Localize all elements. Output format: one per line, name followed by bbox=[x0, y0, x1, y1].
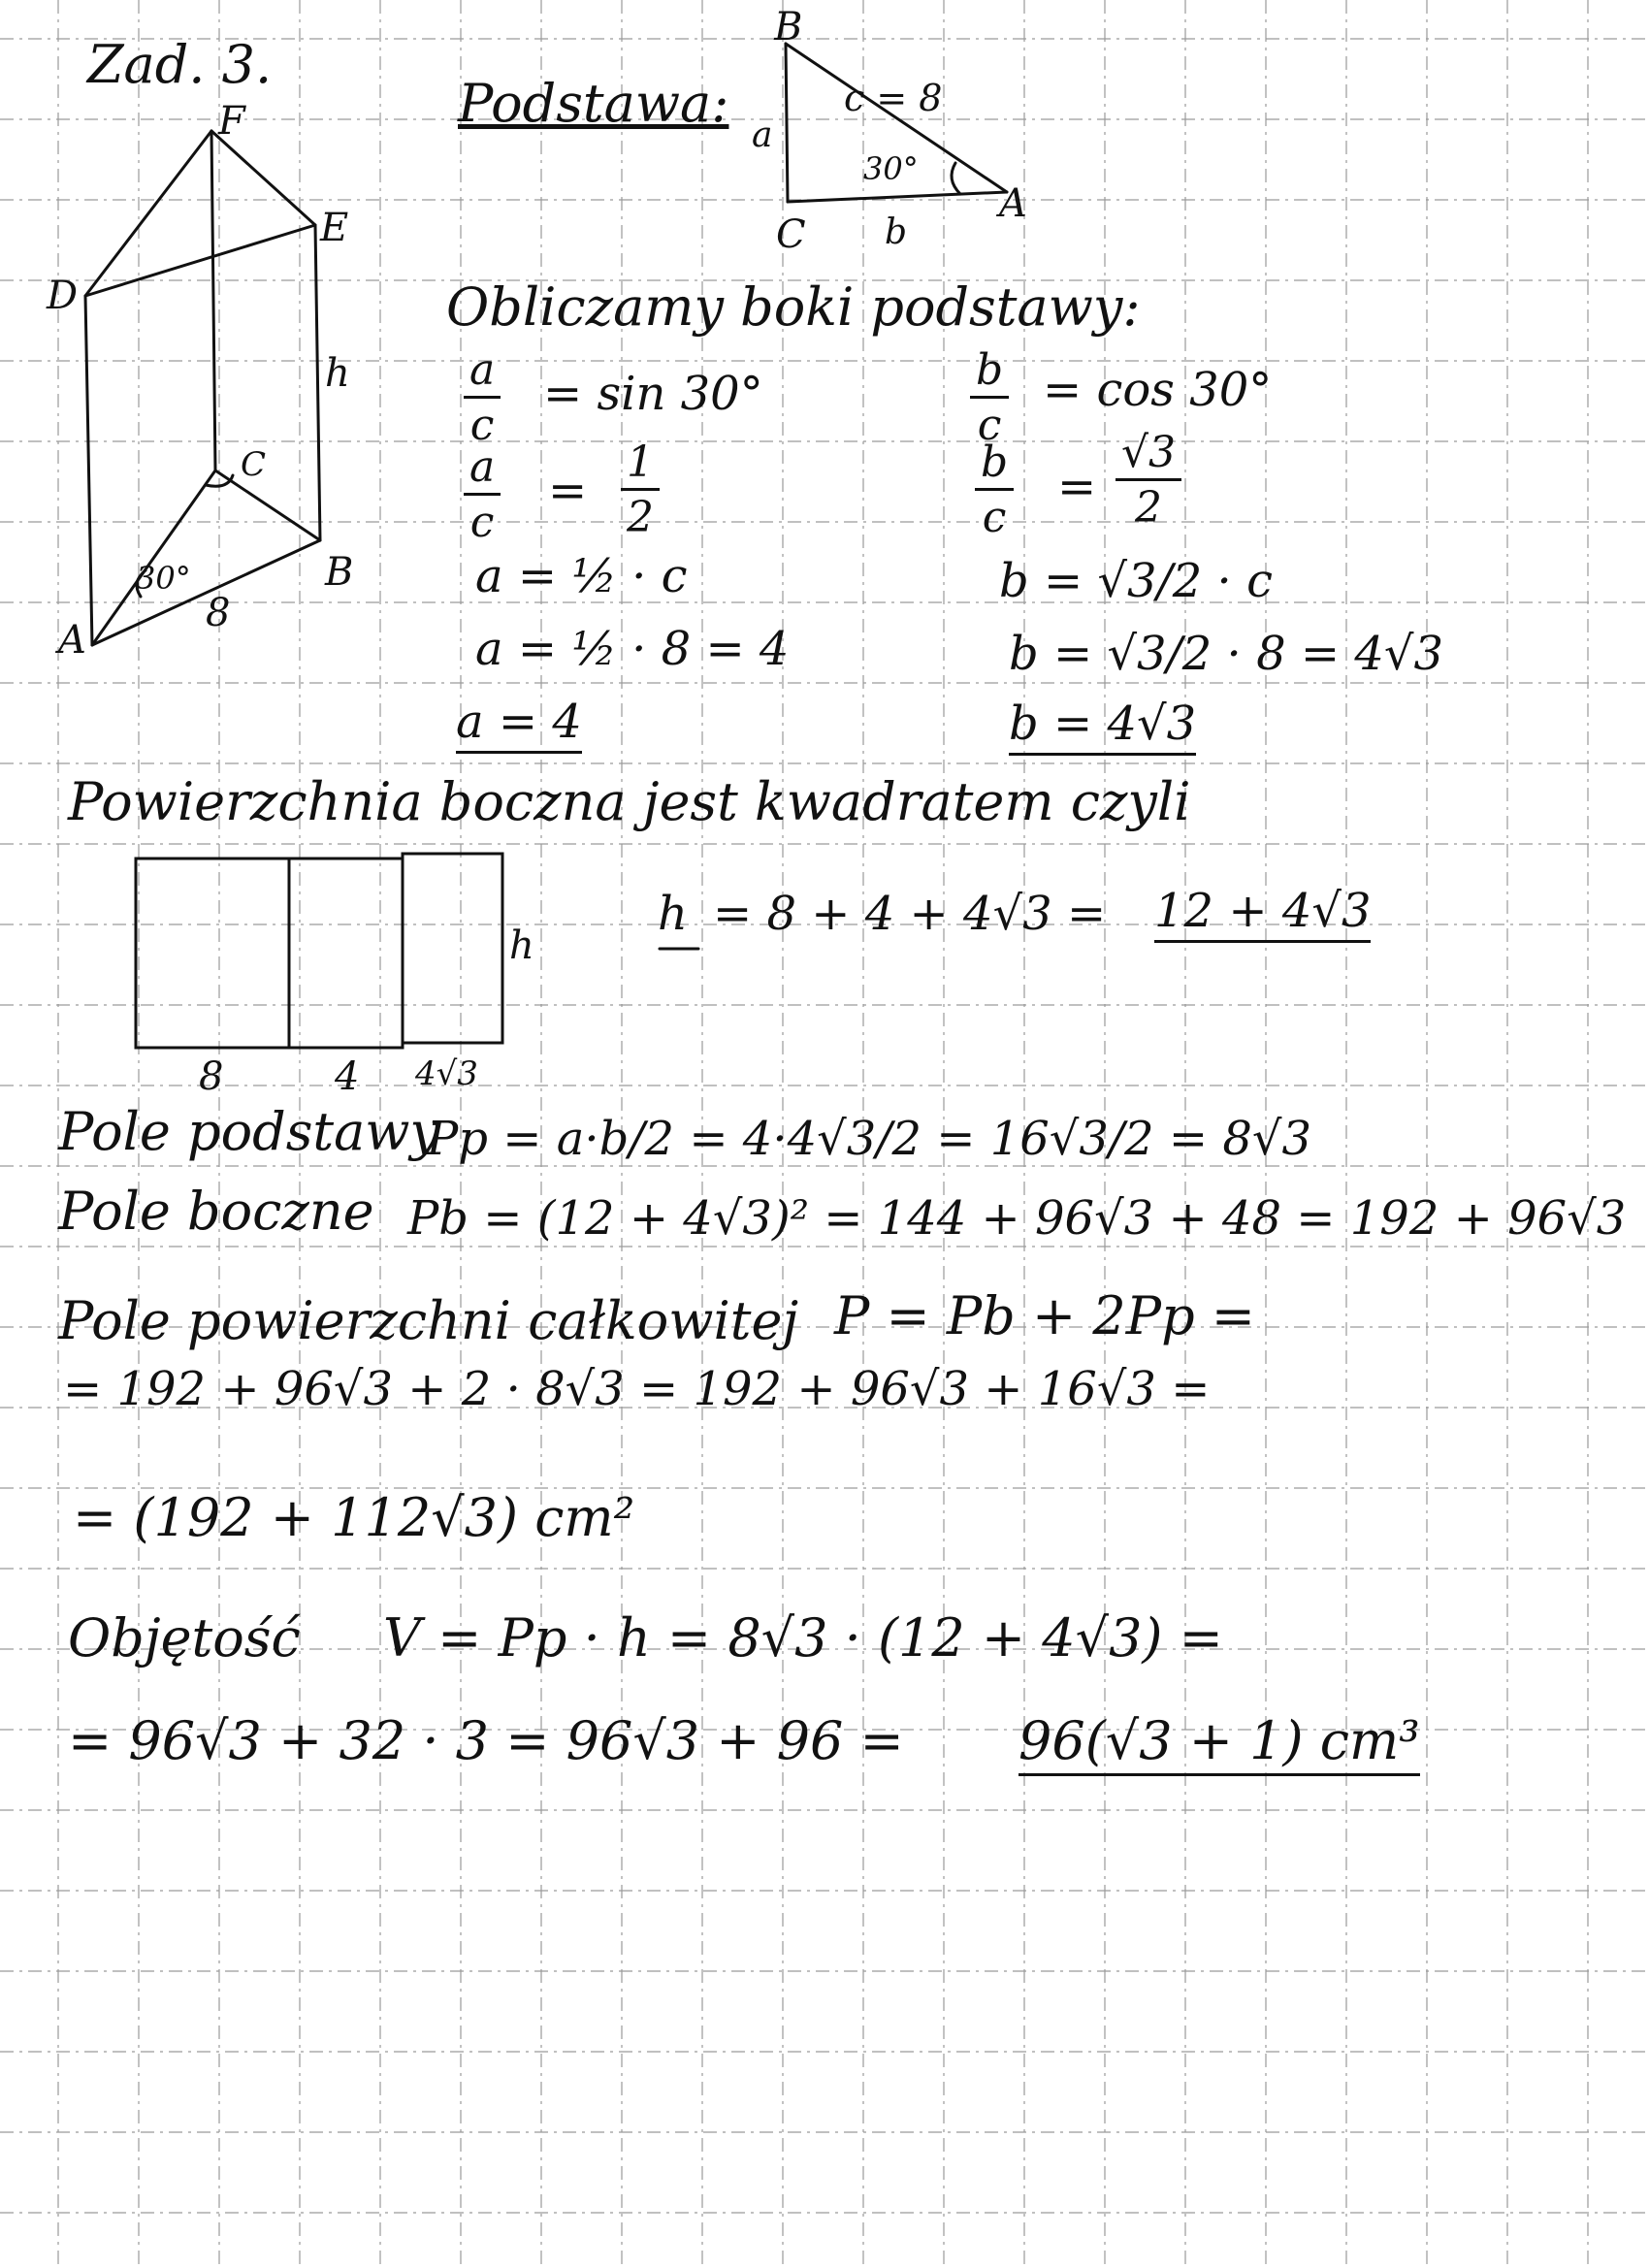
pole-podstawy-expr: Pp = a·b/2 = 4·4√3/2 = 16√3/2 = 8√3 bbox=[427, 1112, 1312, 1166]
prism-label-h: h bbox=[325, 351, 350, 396]
triangle-label-b-vertex: B bbox=[774, 5, 803, 49]
left-frac-1 bbox=[464, 345, 501, 450]
net-label-4sqrt3: 4√3 bbox=[415, 1054, 478, 1093]
left-frac-2-rhs bbox=[621, 437, 660, 542]
lateral-heading: Powierzchnia boczna jest kwadratem czyli bbox=[68, 771, 1191, 832]
h-eq-mid: = 8 + 4 + 4√3 = bbox=[713, 887, 1107, 941]
net-label-8: 8 bbox=[199, 1054, 224, 1099]
base-label: Podstawa: bbox=[458, 73, 729, 134]
prism-label-a: A bbox=[58, 618, 86, 663]
compute-heading: Obliczamy boki podstawy: bbox=[446, 276, 1141, 338]
right-line-1-rhs: = cos 30° bbox=[1043, 363, 1273, 417]
prism-label-b: B bbox=[325, 550, 354, 595]
left-frac-2-eq: = bbox=[548, 464, 588, 518]
prism-drawing bbox=[85, 131, 320, 645]
left-frac-1-num: a bbox=[464, 349, 501, 399]
task-title: Zad. 3. bbox=[87, 34, 273, 95]
prism-label-c: C bbox=[241, 445, 267, 484]
left-line-4: a = ½ · 8 = 4 bbox=[475, 622, 790, 676]
left-frac-1-den: c bbox=[469, 401, 495, 450]
pole-calkowite-line1: P = Pb + 2Pp = bbox=[834, 1285, 1256, 1346]
left-line-1-rhs: = sin 30° bbox=[543, 367, 763, 421]
pole-calkowite-line2: = 192 + 96√3 + 2 · 8√3 = 192 + 96√3 + 16√3 = bbox=[63, 1362, 1211, 1416]
objetosc-line2a: = 96√3 + 32 · 3 = 96√3 + 96 = bbox=[68, 1710, 904, 1771]
left-frac-2 bbox=[464, 442, 501, 547]
right-frac-1-den: c bbox=[977, 401, 1002, 450]
triangle-label-b-side: b bbox=[885, 212, 908, 252]
left-frac-2-rden: 2 bbox=[627, 493, 654, 542]
left-result: a = 4 bbox=[456, 698, 582, 754]
left-frac-2-num: a bbox=[464, 446, 501, 496]
h-eq-result: 12 + 4√3 bbox=[1154, 888, 1371, 943]
triangle-label-c-vertex: C bbox=[776, 212, 806, 257]
pole-calkowite-line3: = (192 + 112√3) cm² bbox=[73, 1487, 635, 1548]
right-line-3: b = √3/2 · c bbox=[999, 554, 1273, 608]
prism-edge-label: 8 bbox=[206, 591, 231, 635]
triangle-angle-label: 30° bbox=[863, 150, 919, 187]
right-line-4: b = √3/2 · 8 = 4√3 bbox=[1009, 627, 1444, 681]
right-frac-2-rden: 2 bbox=[1135, 483, 1163, 533]
prism-label-d: D bbox=[47, 274, 79, 318]
right-result: b = 4√3 bbox=[1009, 700, 1196, 756]
right-frac-2-eq: = bbox=[1057, 460, 1097, 514]
right-frac-2-num: b bbox=[975, 441, 1014, 491]
left-frac-2-rnum: 1 bbox=[621, 441, 660, 491]
pole-boczne-label: Pole boczne bbox=[58, 1181, 374, 1242]
net-label-h: h bbox=[509, 923, 534, 968]
left-line-3: a = ½ · c bbox=[475, 549, 688, 603]
right-frac-2-rnum: √3 bbox=[1116, 432, 1181, 481]
pole-calkowite-label: Pole powierzchni całkowitej bbox=[58, 1290, 799, 1351]
objetosc-line1: V = Pp · h = 8√3 · (12 + 4√3) = bbox=[383, 1607, 1223, 1669]
pole-boczne-expr: Pb = (12 + 4√3)² = 144 + 96√3 + 48 = 192 + 96√3 bbox=[407, 1191, 1627, 1246]
triangle-label-a-vertex: A bbox=[999, 181, 1027, 226]
right-frac-1 bbox=[970, 345, 1009, 450]
prism-label-f: F bbox=[218, 99, 245, 144]
objetosc-line2b: 96(√3 + 1) cm³ bbox=[1018, 1715, 1420, 1776]
left-frac-2-den: c bbox=[469, 498, 495, 547]
h-eq-lhs: h bbox=[658, 887, 688, 941]
objetosc-label: Objętość bbox=[68, 1607, 301, 1669]
lateral-net-drawing bbox=[136, 854, 502, 1048]
right-frac-2-den: c bbox=[982, 493, 1007, 542]
triangle-label-c-side: c = 8 bbox=[844, 77, 943, 119]
prism-label-e: E bbox=[320, 206, 349, 250]
pole-podstawy-label: Pole podstawy bbox=[58, 1101, 440, 1162]
right-frac-2-rhs bbox=[1116, 428, 1181, 533]
net-label-4: 4 bbox=[335, 1054, 360, 1099]
right-frac-1-num: b bbox=[970, 349, 1009, 399]
right-frac-2 bbox=[975, 437, 1014, 542]
prism-angle-label: 30° bbox=[136, 560, 191, 597]
triangle-label-a-side: a bbox=[752, 115, 773, 155]
